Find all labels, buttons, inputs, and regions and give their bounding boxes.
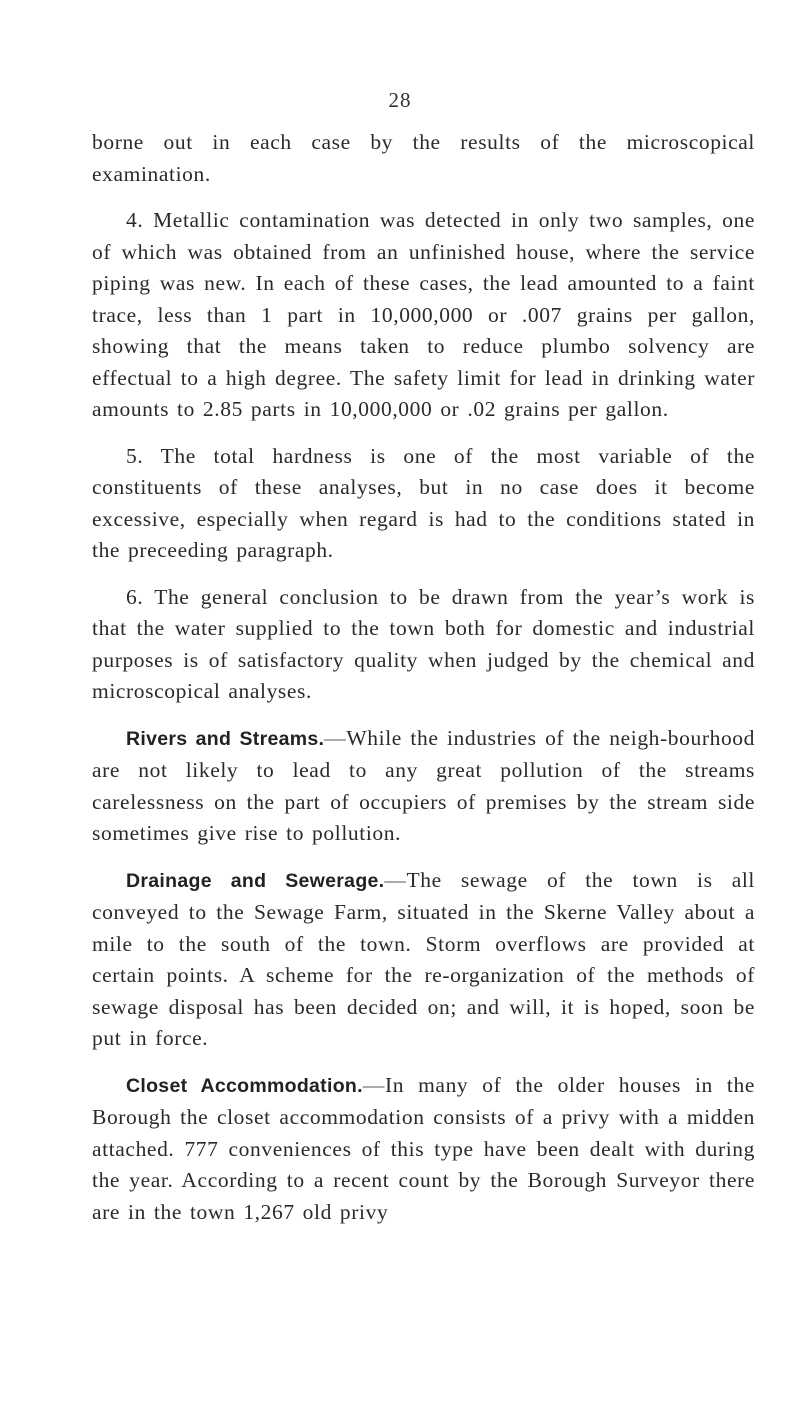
section-heading: Drainage and Sewerage. [126,869,385,892]
section-text: In many of the older houses in the Borough the closet accommodation consists of a privy with a midden attached. 777 conveniences of this type have been dealt with during the year. According to a recent count by the Borough Surveyor there are in the town 1,267 old privy [92,1072,755,1224]
dash: — [362,1072,385,1097]
page-number: 28 [388,88,412,112]
section-text: The sewage of the town is all conveyed to the Sewage Farm, situated in the Skerne Valley about a mile to the south of the town. Storm overflows are provided at certain points. A scheme for the re-organization of the methods of sewage disposal has been decided on; and will, it is hoped, soon be put in force. [92,867,755,1050]
section-text: While the industries of the neigh-bourhood are not likely to lead to any great pollution of the streams carelessness on the part of occupiers of premises by the stream side sometimes give rise to pollution. [92,725,755,845]
section-closet-accommodation [92,1070,755,1229]
paragraph-item-4: 4. Metallic contamination was detected in only two samples, one of which was obtained from an unfinished house, where the service piping was new. In each of these cases, the lead amounted to a faint trace, less than 1 part in 10,000,000 or .007 grains per gallon, showing that the means taken to reduce plumbo solvency are effectual to a high degree. The safety limit for lead in drinking water amounts to 2.85 parts in 10,000,000 or .02 grains per gallon. [92,208,755,421]
section-heading: Closet Accommodation. [126,1074,363,1097]
section-heading: Rivers and Streams. [126,727,325,750]
dash: — [384,867,407,892]
section-rivers-and-streams [92,723,755,850]
dash: — [324,725,347,750]
paragraph-item-6: 6. The general conclusion to be drawn from the year’s work is that the water supplied to the town both for domestic and industrial purposes is of satisfactory quality when judged by the chemical and microscopical analyses. [92,584,755,703]
paragraph-continuation: borne out in each case by the results of the microscopical examination. [92,130,755,186]
body-text [92,127,755,1243]
paragraph-item-5: 5. The total hardness is one of the most variable of the constituents of these analyses, but in no case does it become excessive, especially when regard is had to the conditions stated in the preceeding paragraph. [92,443,755,562]
section-drainage-and-sewerage [92,865,755,1055]
